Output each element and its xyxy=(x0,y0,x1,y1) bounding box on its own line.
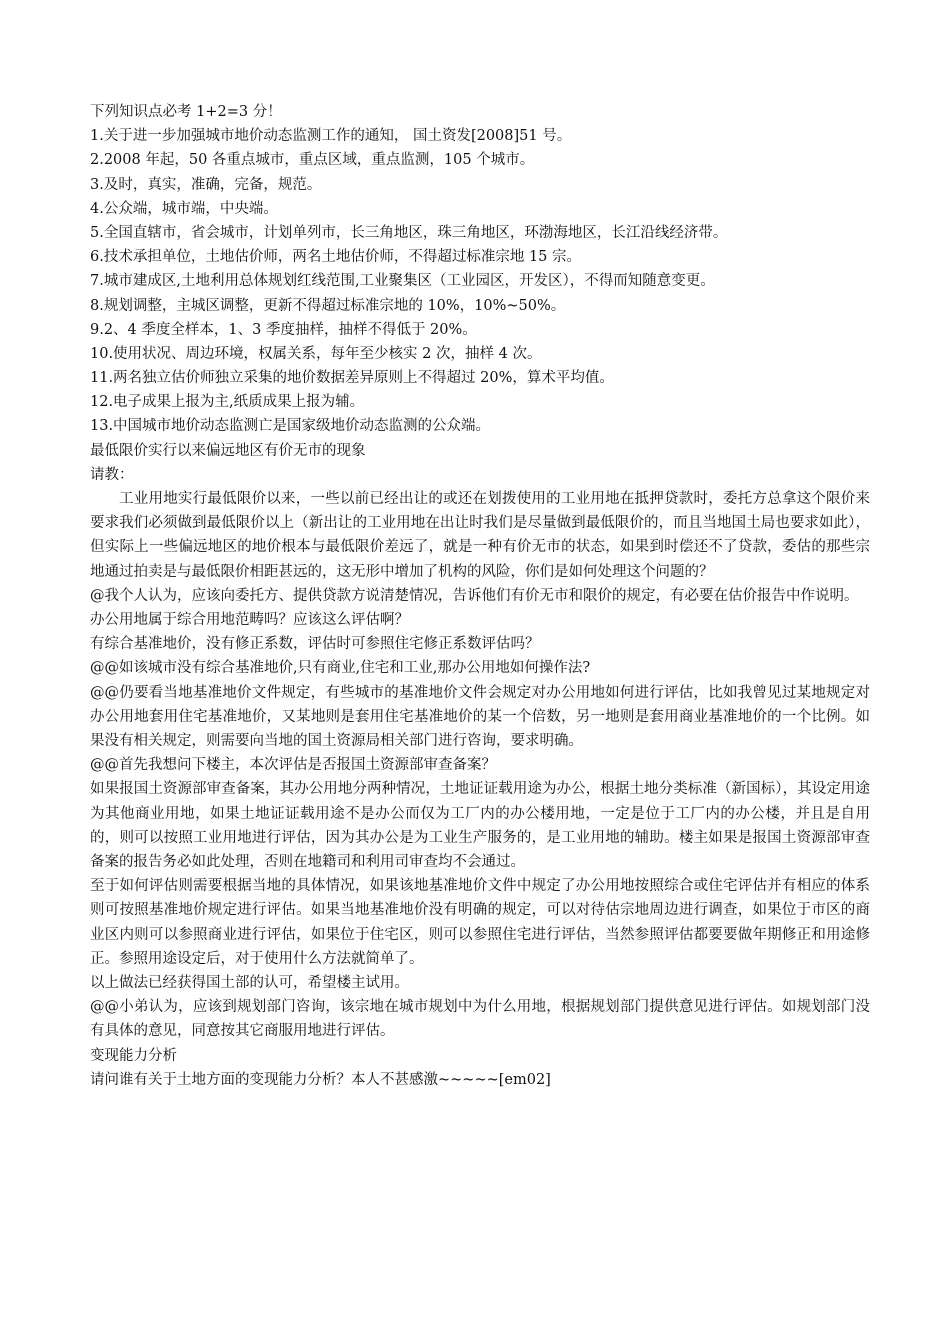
document-body xyxy=(90,100,870,1092)
knowledge-item: 7.城市建成区,土地利用总体规划红线范围,工业聚集区（工业园区，开发区），不得而知随意变更。 xyxy=(90,273,715,290)
knowledge-item: 4.公众端，城市端，中央端。 xyxy=(90,200,278,217)
topic2-reply-paragraph: 至于如何评估则需要根据当地的具体情况，如果该地基准地价文件中规定了办公用地按照综合或住宅评估并有相应的体系则可按照基准地价规定进行评估。如果当地基准地价没有明确的规定，可以对待估宗地周边进行调查，如果位于市区的商业区内则可以参照商业进行评估，如果位于住宅区，则可以参照住宅进行评估，当然参照评估都要要做年期修正和用途修正。参照用途设定后，对于使用什么方法就简单了。 xyxy=(90,878,870,967)
topic1-title: 最低限价实行以来偏远地区有价无市的现象 xyxy=(90,442,366,459)
topic3-title: 变现能力分析 xyxy=(90,1047,177,1064)
topic2-reply: @@如该城市没有综合基准地价,只有商业,住宅和工业,那办公用地如何操作法? xyxy=(90,660,591,677)
knowledge-item: 11.两名独立估价师独立采集的地价数据差异原则上不得超过 20%，算术平均值。 xyxy=(90,370,614,387)
topic2-reply: @@仍要看当地基准地价文件规定，有些城市的基准地价文件会规定对办公用地如何进行评估，比如我曾见过某地规定对办公用地套用住宅基准地价，又某地则是套用住宅基准地价的某一个倍数，另一地则是套用商业基准地价的一个比例。如果没有相关规定，则需要向当地的国土资源局相关部门进行咨询，要求明确。 xyxy=(90,684,870,749)
topic1-ask: 请教： xyxy=(90,466,134,483)
knowledge-item: 8.规划调整，主城区调整，更新不得超过标准宗地的 10%，10%~50%。 xyxy=(90,297,566,314)
topic2-question: 有综合基准地价，没有修正系数，评估时可参照住宅修正系数评估吗？ xyxy=(90,636,540,653)
topic2-title: 办公用地属于综合用地范畴吗？应该这么评估啊？ xyxy=(90,612,409,629)
knowledge-item: 10.使用状况、周边环境，权属关系，每年至少核实 2 次，抽样 4 次。 xyxy=(90,345,542,362)
knowledge-item: 1.关于进一步加强城市地价动态监测工作的通知， 国土资发[2008]51 号。 xyxy=(90,128,572,145)
knowledge-item: 5.全国直辖市，省会城市，计划单列市，长三角地区，珠三角地区，环渤海地区，长江沿线经济带。 xyxy=(90,224,728,241)
knowledge-item: 2.2008 年起，50 各重点城市，重点区域，重点监测，105 个城市。 xyxy=(90,152,535,169)
topic2-reply-paragraph: 如果报国土资源部审查备案，其办公用地分两种情况，土地证证载用途为办公，根据土地分类标准（新国标），其设定用途为其他商业用地，如果土地证证载用途不是办公而仅为工厂内的办公楼用地，一定是位于工厂内的办公楼，并且是自用的，则可以按照工业用地进行评估，因为其办公是为工业生产服务的，是工业用地的辅助。楼主如果是报国土资源部审查备案的报告务必如此处理，否则在地籍司和利用司审查均不会通过。 xyxy=(90,781,870,870)
topic1-question: 工业用地实行最低限价以来，一些以前已经出让的或还在划拨使用的工业用地在抵押贷款时，委托方总拿这个限价来要求我们必须做到最低限价以上（新出让的工业用地在出让时我们是尽量做到最低限价的，而且当地国土局也要求如此），但实际上一些偏远地区的地价根本与最低限价差远了，就是一种有价无市的状态，如果到时偿还不了贷款，委估的那些宗地通过拍卖是与最低限价相距甚远的，这无形中增加了机构的风险，你们是如何处理这个问题的？ xyxy=(90,491,870,580)
knowledge-item: 13.中国城市地价动态监测亡是国家级地价动态监测的公众端。 xyxy=(90,418,491,435)
topic1-answer: @我个人认为，应该向委托方、提供贷款方说清楚情况，告诉他们有价无市和限价的规定，有必要在估价报告中作说明。 xyxy=(90,587,859,604)
knowledge-item: 3.及时，真实，准确，完备，规范。 xyxy=(90,176,322,193)
knowledge-item: 9.2、4 季度全样本，1、3 季度抽样，抽样不得低于 20%。 xyxy=(90,321,477,338)
intro-line: 下列知识点必考 1+2=3 分！ xyxy=(90,104,282,120)
knowledge-item: 12.电子成果上报为主,纸质成果上报为辅。 xyxy=(90,394,365,411)
knowledge-item: 6.技术承担单位，土地估价师，两名土地估价师，不得超过标准宗地 15 宗。 xyxy=(90,249,582,266)
topic2-reply: @@小弟认为，应该到规划部门咨询，该宗地在城市规划中为什么用地，根据规划部门提供意见进行评估。如规划部门没有具体的意见，同意按其它商服用地进行评估。 xyxy=(90,999,870,1040)
topic3-question: 请问谁有关于土地方面的变现能力分析？本人不甚感激~~~~~[em02] xyxy=(90,1071,551,1088)
topic2-reply-paragraph: 以上做法已经获得国土部的认可，希望楼主试用。 xyxy=(90,975,409,991)
topic2-reply: @@首先我想问下楼主，本次评估是否报国土资源部审查备案？ xyxy=(90,757,496,774)
